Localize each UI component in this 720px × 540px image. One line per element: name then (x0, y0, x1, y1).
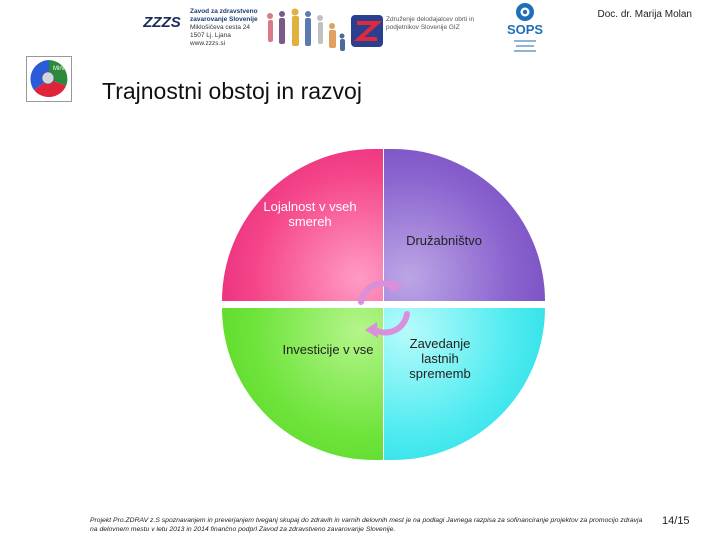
footer-text: Projekt Pro.ZDRAV z.S spoznavanjem in preverjanjem tveganj skupaj do zdravih in varnih delovnih mest je na podlagi Javnega razpisa za sofinanciranje projektov za promocijo zdravja na delovnem mestu v letu 2013 in 2014 finančno podprl Zavod za zdravstveno zavarovanje Slovenije. (90, 517, 643, 533)
zzzs-line1: Zavod za zdravstveno (190, 8, 258, 15)
zzzs-line3: Miklošičeva cesta 24 (190, 24, 250, 31)
slide-title: Trajnostni obstoj in razvoj (102, 78, 362, 104)
quadrant-top-left-label: Lojalnost v vseh smereh (263, 199, 357, 229)
zzzs-logo-icon (138, 10, 186, 32)
sops-logo-icon (500, 0, 550, 60)
z-logo-text: Združenje delodajalcev obrti in podjetnikov Slovenije GIZ (386, 16, 475, 31)
page-total: 15 (677, 515, 690, 527)
quadrant-bottom-left-label: Investicije v vse (282, 342, 374, 357)
zzzs-line2: zavarovanje Slovenije (190, 16, 258, 23)
svg-text:SOPS: SOPS (506, 22, 544, 37)
author-name: Doc. dr. Marija Molan (597, 9, 692, 20)
quadrant-bottom-right-label: Zavedanje lastnih sprememb (409, 336, 471, 381)
page-number: 14/15 (662, 515, 690, 527)
z-logo-icon (350, 14, 384, 48)
mirvo-badge-icon (26, 56, 72, 102)
svg-text:ZZZS: ZZZS (143, 14, 181, 31)
badge-label: Mirvo (53, 66, 68, 72)
cycle-arrows-icon (349, 274, 419, 342)
zzzs-line4: 1507 Lj. Ljana (190, 32, 231, 39)
zzzs-line5: www.zzzs.si (190, 40, 226, 47)
quadrant-top-right-label: Družabništvo (406, 233, 482, 248)
human-figures-icon (262, 6, 350, 54)
page-current: 14 (662, 515, 675, 527)
zzzs-logo-text (190, 8, 270, 48)
